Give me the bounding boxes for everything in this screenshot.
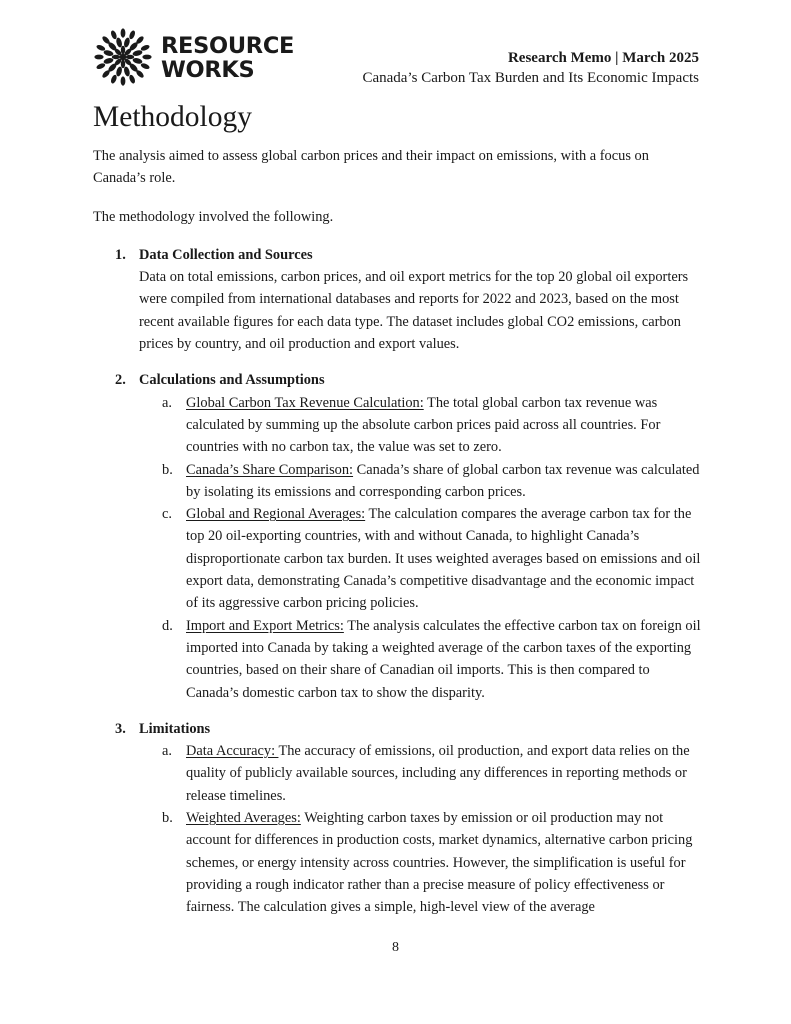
logo-petal bbox=[126, 55, 134, 59]
page-number: 8 bbox=[392, 940, 399, 955]
list-item bbox=[139, 503, 703, 614]
section-data-collection bbox=[93, 244, 703, 355]
section-body: Data on total emissions, carbon prices, and oil export metrics for the top 20 global oil exporters were compiled from international databases and reports for 2022 and 2023, based on the most recent available figures for each data type. The dataset includes global CO2 emissions, carbon prices by country, and oil production and export values. bbox=[139, 269, 689, 353]
memo-subtitle: Canada’s Carbon Tax Burden and Its Economic Impacts bbox=[362, 70, 699, 86]
item-letter: c. bbox=[162, 506, 172, 523]
item-term: Global and Regional Averages: bbox=[186, 506, 366, 523]
intro-paragraph: The analysis aimed to assess global carbon prices and their impact on emissions, with a focus on Canada’s role. bbox=[93, 148, 649, 187]
item-letter: b. bbox=[162, 461, 173, 478]
section-limitations bbox=[93, 718, 703, 919]
list-item bbox=[139, 459, 703, 504]
item-text: The total global carbon tax revenue was calculated by summing up the absolute carbon prices paid across all countries. For countries with no carbon tax, the value was set to zero. bbox=[186, 394, 661, 456]
logo-petal bbox=[123, 37, 131, 48]
logo-line-1: RESOURCE bbox=[161, 33, 295, 59]
item-text: The calculation compares the average carbon tax for the top 20 oil-exporting countries, with and without Canada, to highlight Canada’s disproportionate carbon tax burden. It uses weighted averages based on emissions and oil export data, demonstrating Canada’s competitive disadvantage and the economic impact of its aggressive carbon pricing policies. bbox=[186, 506, 701, 612]
item-term: Global Carbon Tax Revenue Calculation: bbox=[186, 394, 424, 411]
item-text: The accuracy of emissions, oil production, and export data relies on the quality of publicly available sources, including any differences in reporting methods or release timelines. bbox=[186, 743, 690, 804]
logo-petal bbox=[110, 74, 118, 84]
logo-petal bbox=[123, 66, 131, 77]
logo-petal bbox=[103, 57, 114, 65]
item-text: The analysis calculates the effective carbon tax on foreign oil imported into Canada by taking a weighted average of the carbon taxes of the exporting countries, based on their share of Canadian oil imports. This is then compared to Canada’s domestic carbon tax to show the disparity. bbox=[186, 617, 701, 701]
section-number: 3. bbox=[115, 720, 126, 737]
logo-petal bbox=[103, 49, 114, 57]
resource-works-logo bbox=[93, 28, 293, 86]
item-letter: d. bbox=[162, 617, 173, 634]
section-number: 2. bbox=[115, 372, 126, 389]
logo-petal bbox=[96, 44, 106, 52]
logo-petal bbox=[128, 30, 136, 40]
logo-petal bbox=[94, 55, 103, 60]
list-item bbox=[139, 392, 703, 459]
list-item bbox=[139, 740, 703, 807]
section-number: 1. bbox=[115, 246, 126, 263]
logo-center bbox=[120, 54, 126, 60]
section-title: Calculations and Assumptions bbox=[139, 372, 325, 389]
section-title: Data Collection and Sources bbox=[139, 246, 313, 263]
memo-header bbox=[362, 48, 699, 88]
logo-line-2: WORKS bbox=[161, 57, 255, 83]
item-text: Weighting carbon taxes by emission or oil production may not account for differences in production costs, market dynamics, alternative carbon pricing schemes, or energy intensity across countries. However, the simplification is useful for providing a rough indicator rather than a precise measure of policy effectiveness or fairness. The calculation gives a simple, high-level view of the average bbox=[186, 810, 693, 916]
logo-petal bbox=[96, 62, 106, 70]
list-item bbox=[139, 615, 703, 704]
logo-petal bbox=[140, 62, 150, 70]
logo-petal bbox=[121, 76, 126, 85]
logo-petal bbox=[128, 74, 136, 84]
logo-petal bbox=[115, 37, 123, 48]
item-term: Canada’s Share Comparison: bbox=[186, 461, 354, 478]
page-title: Methodology bbox=[93, 101, 252, 133]
logo-petal bbox=[121, 46, 125, 54]
logo-wordmark bbox=[161, 34, 294, 82]
logo-petal bbox=[121, 60, 125, 68]
document-body bbox=[93, 145, 703, 933]
list-item bbox=[139, 807, 703, 918]
item-term: Import and Export Metrics: bbox=[186, 617, 344, 634]
logo-petal bbox=[142, 55, 151, 60]
section-calculations bbox=[93, 369, 703, 703]
item-letter: a. bbox=[162, 394, 172, 411]
item-term: Weighted Averages: bbox=[186, 810, 301, 827]
logo-petal bbox=[112, 55, 120, 59]
section-title: Limitations bbox=[139, 720, 211, 737]
item-letter: b. bbox=[162, 810, 173, 827]
logo-petal bbox=[132, 49, 143, 57]
method-lead-paragraph: The methodology involved the following. bbox=[93, 208, 334, 225]
logo-petal bbox=[132, 57, 143, 65]
item-text: Canada’s share of global carbon tax revenue was calculated by isolating its emissions and corresponding carbon prices. bbox=[186, 461, 700, 500]
logo-petal bbox=[115, 66, 123, 77]
logo-petal bbox=[140, 44, 150, 52]
logo-petal bbox=[110, 30, 118, 40]
memo-label: Research Memo | March 2025 bbox=[507, 50, 699, 66]
flower-logo-icon bbox=[93, 28, 157, 86]
logo-petal bbox=[121, 28, 126, 37]
item-letter: a. bbox=[162, 743, 172, 760]
item-term: Data Accuracy: bbox=[186, 743, 279, 760]
